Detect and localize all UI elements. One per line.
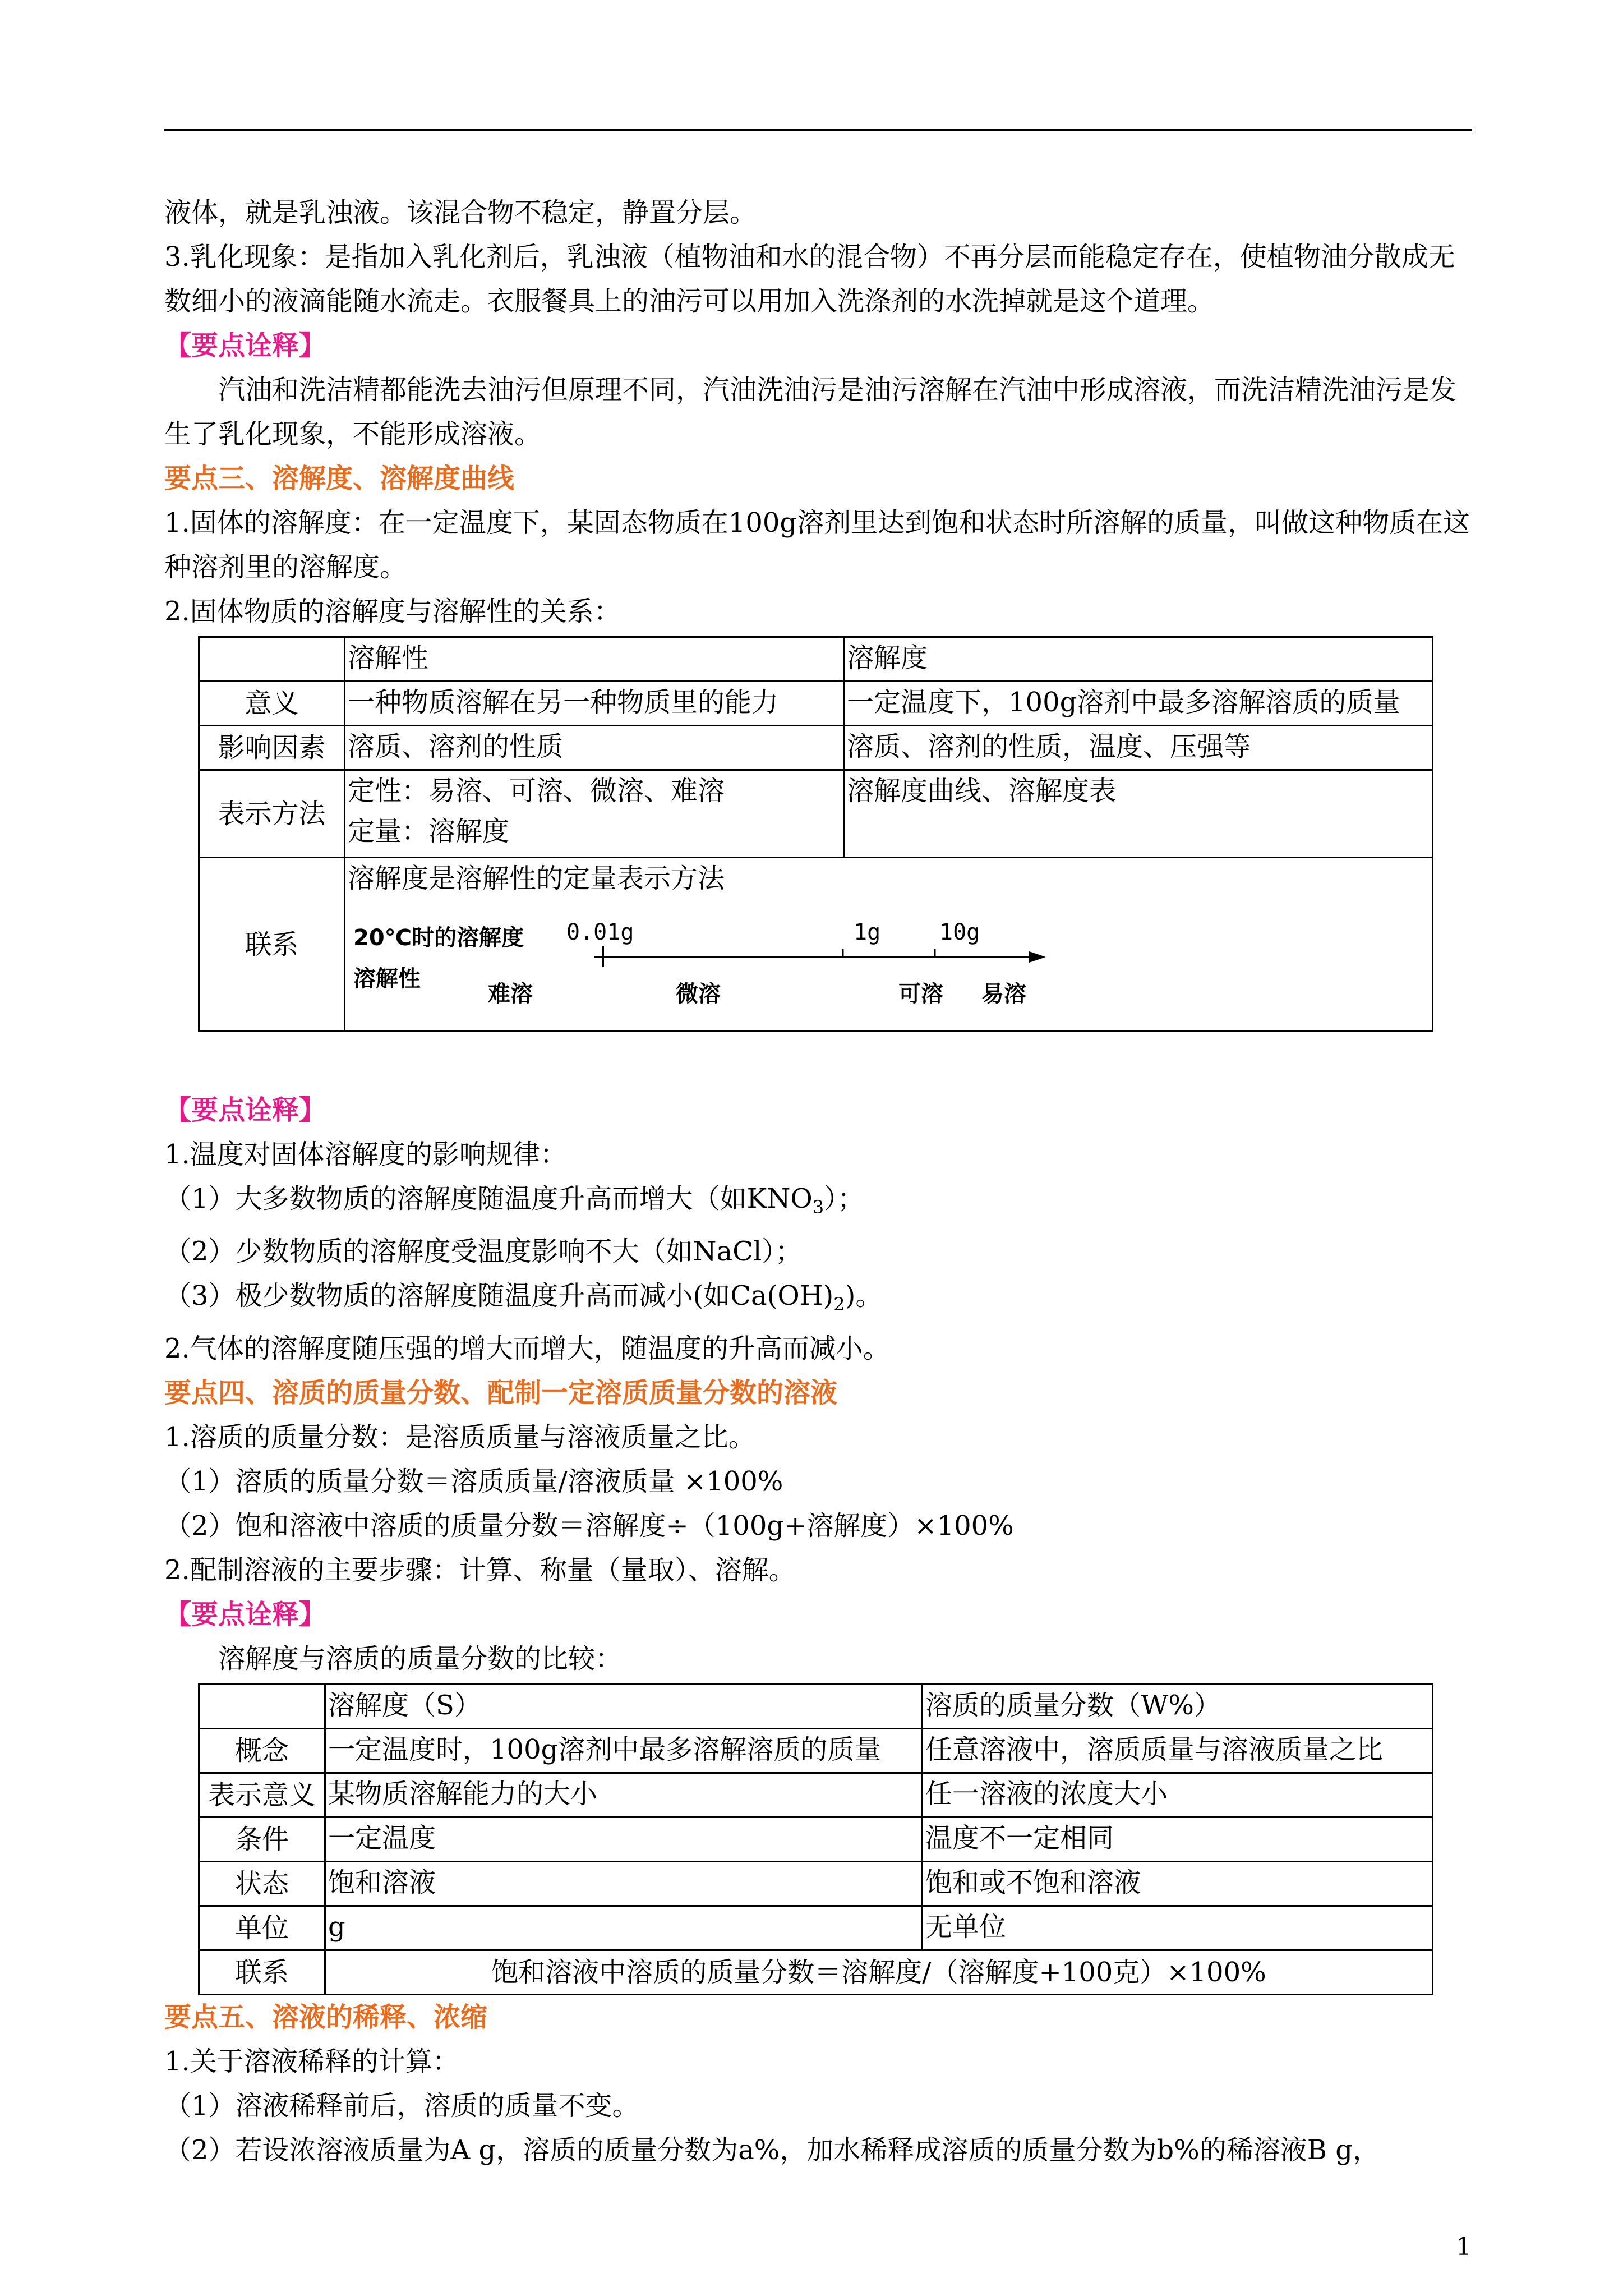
section-title: 要点四、溶质的质量分数、配制一定溶质质量分数的溶液	[164, 1377, 838, 1409]
table-cell: 溶解度曲线、溶解度表	[844, 770, 1433, 858]
table-cell: 溶质、溶剂的性质，温度、压强等	[844, 726, 1433, 770]
note-label: 【要点诠释】	[164, 1094, 326, 1126]
text-run: ）；	[824, 1183, 865, 1214]
table-header-cell: 溶解度（S）	[325, 1685, 923, 1729]
row-label: 状态	[199, 1862, 325, 1906]
note-text: 汽油和洗洁精都能洗去油污但原理不同，汽油洗油污是油污溶解在汽油中形成溶液，而洗洁精洗油污是发生了乳化现象，不能形成溶液。	[164, 374, 1457, 450]
solubility-scale-diagram	[348, 899, 1430, 1016]
row-label: 表示方法	[199, 770, 345, 858]
text-run: （1）大多数物质的溶解度随温度升高而增大（如KNO	[164, 1183, 813, 1214]
table-cell: 某物质溶解能力的大小	[325, 1773, 923, 1818]
paragraph: 1.固体的溶解度：在一定温度下，某固态物质在100g溶剂里达到饱和状态时所溶解的质量，叫做这种物质在这种溶剂里的溶解度。	[164, 507, 1470, 583]
row-label: 条件	[199, 1818, 325, 1862]
zone-label: 微溶	[676, 981, 721, 1007]
text-run: )。	[845, 1280, 883, 1312]
table-cell: 饱和溶液	[325, 1862, 923, 1906]
paragraph: （1）溶质的质量分数＝溶质质量/溶液质量 ×100%	[164, 1466, 783, 1497]
paragraph: 2.固体物质的溶解度与溶解性的关系：	[164, 596, 621, 627]
arrow-head-icon	[1029, 951, 1046, 963]
paragraph: 3.乳化现象：是指加入乳化剂后，乳浊液（植物油和水的混合物）不再分层而能稳定存在，使植物油分散成无数细小的液滴能随水流走。衣服餐具上的油污可以用加入洗涤剂的水洗掉就是这个道理。	[164, 241, 1455, 317]
header-rule	[164, 129, 1472, 131]
comparison-table	[198, 1683, 1433, 1995]
table-cell: g	[325, 1906, 923, 1950]
solubility-table	[198, 636, 1433, 1032]
cell-line: 溶解度是溶解性的定量表示方法	[348, 863, 725, 894]
axis-label: 20℃时的溶解度	[353, 925, 524, 951]
table-cell: 一种物质溶解在另一种物质里的能力	[345, 682, 844, 726]
cell-line: 定量：溶解度	[348, 816, 510, 847]
subscript: 2	[833, 1294, 845, 1315]
zone-label: 难溶	[488, 981, 533, 1007]
tick-label: 0.01g	[566, 919, 634, 945]
paragraph: 1.温度对固体溶解度的影响规律：	[164, 1139, 567, 1170]
table-cell: 任意溶液中，溶质质量与溶液质量之比	[923, 1729, 1433, 1773]
text-run: （3）极少数物质的溶解度随温度升高而减小(如Ca(OH)	[164, 1280, 834, 1312]
row-label: 单位	[199, 1906, 325, 1950]
table-header-cell	[199, 1685, 325, 1729]
paragraph: （1）溶液稀释前后，溶质的质量不变。	[164, 2090, 639, 2122]
table-cell	[345, 770, 844, 858]
paragraph: 1.关于溶液稀释的计算：	[164, 2046, 459, 2077]
note-label: 【要点诠释】	[164, 330, 326, 361]
paragraph: 液体，就是乳浊液。该混合物不稳定，静置分层。	[164, 197, 757, 228]
table-cell: 一定温度下，100g溶剂中最多溶解溶质的质量	[844, 682, 1433, 726]
table-cell: 温度不一定相同	[923, 1818, 1433, 1862]
row-label: 意义	[199, 682, 345, 726]
page-number: 1	[1456, 2233, 1472, 2261]
table-header-cell	[199, 637, 345, 682]
note-text: 溶解度与溶质的质量分数的比较：	[218, 1643, 623, 1674]
row-label: 联系	[199, 858, 345, 1032]
paragraph	[164, 1274, 1472, 1327]
row-label: 溶解性	[353, 966, 421, 992]
zone-label: 可溶	[898, 981, 943, 1007]
table-cell: 任一溶液的浓度大小	[923, 1773, 1433, 1818]
paragraph: 2.气体的溶解度随压强的增大而增大，随温度的升高而减小。	[164, 1333, 890, 1364]
cell-line: 定性：易溶、可溶、微溶、难溶	[348, 775, 725, 807]
document-page	[164, 191, 1472, 2173]
paragraph: （2）少数物质的溶解度受温度影响不大（如NaCl）；	[164, 1236, 803, 1267]
table-header-cell: 溶解度	[844, 637, 1433, 682]
paragraph	[164, 1177, 1472, 1230]
paragraph: 1.溶质的质量分数：是溶质质量与溶液质量之比。	[164, 1421, 755, 1453]
link-cell: 饱和溶液中溶质的质量分数＝溶解度/（溶解度+100克）×100%	[325, 1950, 1433, 1995]
table-cell: 一定温度	[325, 1818, 923, 1862]
table-header-cell: 溶质的质量分数（W%）	[923, 1685, 1433, 1729]
section-title: 要点三、溶解度、溶解度曲线	[164, 463, 515, 494]
tick-label: 10g	[939, 919, 980, 945]
row-label: 联系	[199, 1950, 325, 1995]
table-cell: 一定温度时，100g溶剂中最多溶解溶质的质量	[325, 1729, 923, 1773]
zone-label: 易溶	[981, 981, 1026, 1007]
subscript: 3	[812, 1197, 824, 1218]
paragraph: 2.配制溶液的主要步骤：计算、称量（量取）、溶解。	[164, 1554, 796, 1586]
paragraph: （2）若设浓溶液质量为A g，溶质的质量分数为a%，加水稀释成溶质的质量分数为b%的稀溶液B g，	[164, 2134, 1380, 2166]
section-title: 要点五、溶液的稀释、浓缩	[164, 2001, 488, 2033]
table-cell: 溶质、溶剂的性质	[345, 726, 844, 770]
row-label: 影响因素	[199, 726, 345, 770]
row-label: 概念	[199, 1729, 325, 1773]
tick-label: 1g	[854, 919, 881, 945]
table-cell: 无单位	[923, 1906, 1433, 1950]
table-cell: 饱和或不饱和溶液	[923, 1862, 1433, 1906]
note-label: 【要点诠释】	[164, 1599, 326, 1630]
row-label: 表示意义	[199, 1773, 325, 1818]
link-cell	[345, 858, 1433, 1032]
table-header-cell: 溶解性	[345, 637, 844, 682]
paragraph: （2）饱和溶液中溶质的质量分数＝溶解度÷（100g+溶解度）×100%	[164, 1510, 1014, 1542]
